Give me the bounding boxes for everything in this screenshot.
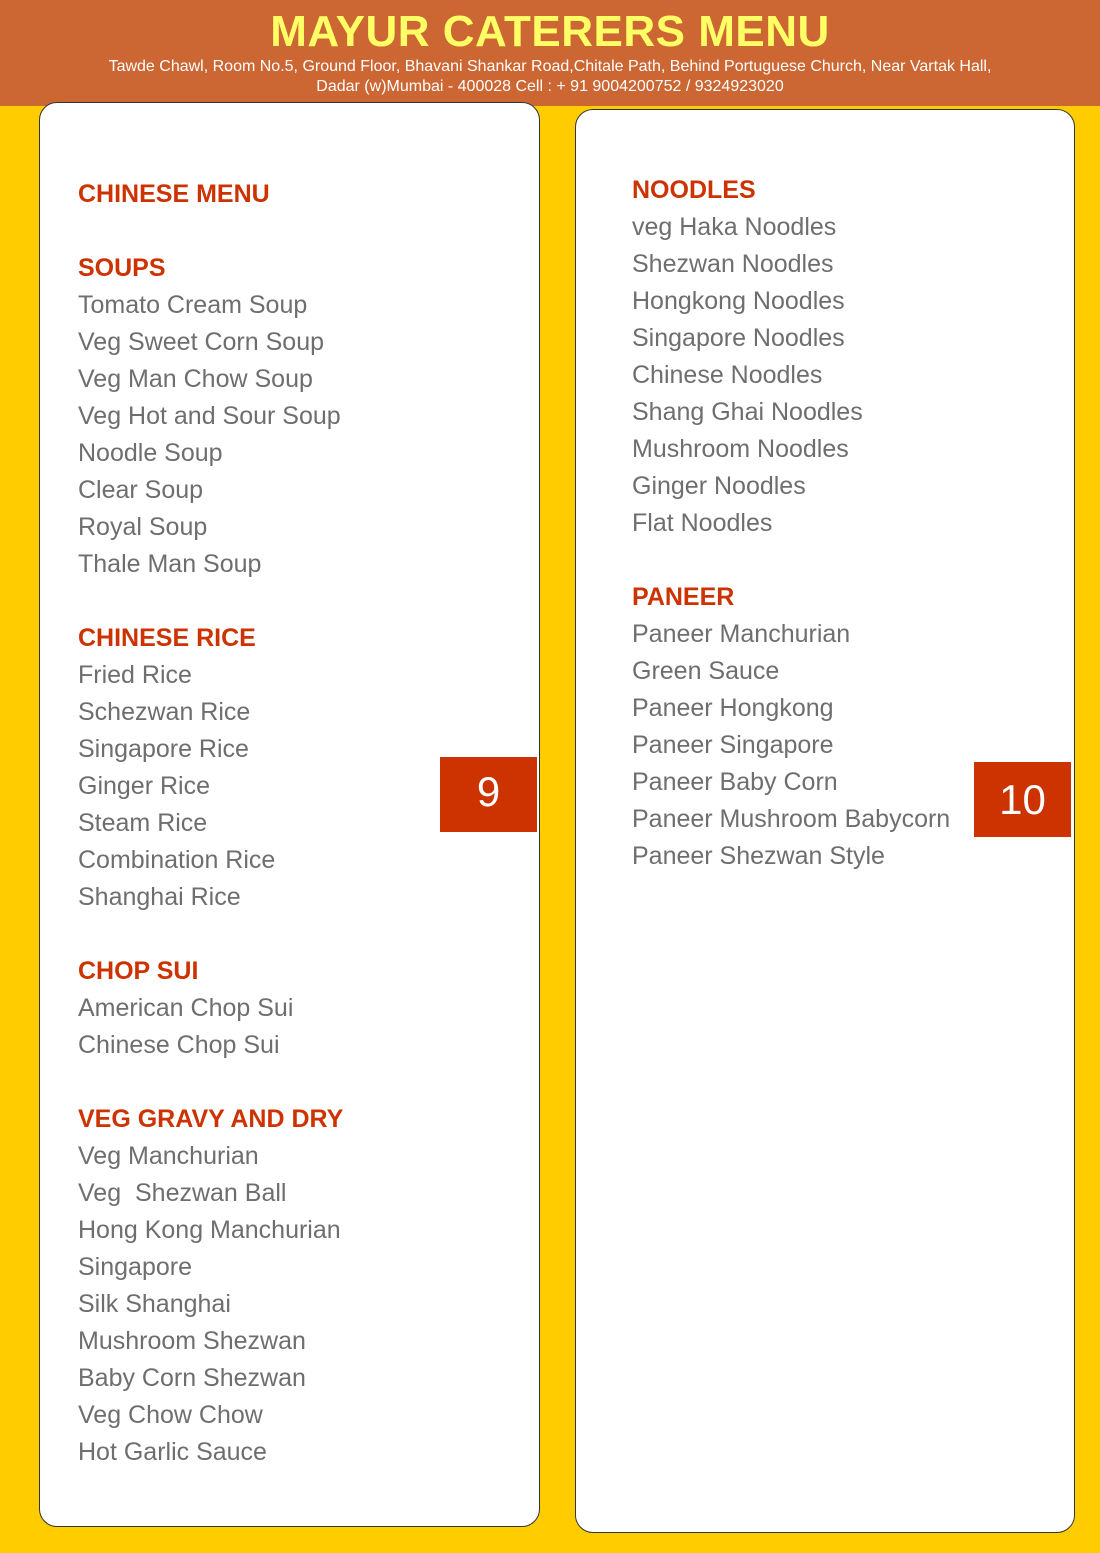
- menu-item: Veg Manchurian: [78, 1142, 259, 1170]
- menu-item: Paneer Singapore: [632, 731, 834, 759]
- menu-item: Hongkong Noodles: [632, 287, 845, 315]
- menu-item: Shang Ghai Noodles: [632, 398, 863, 426]
- address-line-2: Dadar (w)Mumbai - 400028 Cell : + 91 9004200752 / 9324923020: [316, 78, 784, 95]
- spacer: [78, 916, 343, 953]
- menu-item: Paneer Baby Corn: [632, 768, 838, 796]
- menu-item: Green Sauce: [632, 657, 780, 685]
- spacer: [632, 542, 950, 579]
- menu-item: Combination Rice: [78, 846, 276, 874]
- section-heading-veg-gravy-and-dry: VEG GRAVY AND DRY: [78, 1105, 344, 1133]
- address-block: [20, 57, 1080, 97]
- spacer: [78, 583, 343, 620]
- menu-item: Schezwan Rice: [78, 698, 251, 726]
- spacer: [78, 213, 343, 250]
- section-heading-paneer: PANEER: [632, 583, 735, 611]
- menu-item: Veg Chow Chow: [78, 1401, 263, 1429]
- page-number-badge: 9: [440, 757, 537, 832]
- menu-item: Mushroom Noodles: [632, 435, 849, 463]
- menu-item: Shezwan Noodles: [632, 250, 834, 278]
- menu-item: Steam Rice: [78, 809, 208, 837]
- menu-item: Veg Man Chow Soup: [78, 365, 313, 393]
- menu-title: CHINESE MENU: [78, 180, 270, 208]
- menu-item: Royal Soup: [78, 513, 208, 541]
- menu-item: Hot Garlic Sauce: [78, 1438, 267, 1466]
- menu-item: Singapore Noodles: [632, 324, 845, 352]
- page-title: MAYUR CATERERS MENU: [270, 7, 830, 56]
- menu-item: Singapore Rice: [78, 735, 249, 763]
- menu-item: Veg Sweet Corn Soup: [78, 328, 324, 356]
- menu-column-right: [632, 172, 950, 875]
- spacer: [78, 1064, 343, 1101]
- page-number-badge: 10: [974, 762, 1071, 837]
- menu-item: Chinese Noodles: [632, 361, 823, 389]
- menu-item: Baby Corn Shezwan: [78, 1364, 306, 1392]
- menu-item: Ginger Rice: [78, 772, 210, 800]
- menu-item: Paneer Shezwan Style: [632, 842, 885, 870]
- menu-item: Paneer Hongkong: [632, 694, 834, 722]
- menu-item: Clear Soup: [78, 476, 204, 504]
- section-heading-soups: SOUPS: [78, 254, 166, 282]
- menu-item: Mushroom Shezwan: [78, 1327, 306, 1355]
- menu-item: Singapore: [78, 1253, 192, 1281]
- menu-item: Paneer Mushroom Babycorn: [632, 805, 951, 833]
- menu-item: Chinese Chop Sui: [78, 1031, 280, 1059]
- menu-item: Paneer Manchurian: [632, 620, 851, 648]
- menu-item: Tomato Cream Soup: [78, 291, 308, 319]
- menu-item: Flat Noodles: [632, 509, 773, 537]
- section-heading-chinese-rice: CHINESE RICE: [78, 624, 256, 652]
- menu-item: Fried Rice: [78, 661, 192, 689]
- menu-item: Silk Shanghai: [78, 1290, 231, 1318]
- menu-item: Ginger Noodles: [632, 472, 806, 500]
- menu-item: Veg Shezwan Ball: [78, 1179, 287, 1207]
- menu-item: Veg Hot and Sour Soup: [78, 402, 341, 430]
- menu-item: Noodle Soup: [78, 439, 223, 467]
- menu-item: American Chop Sui: [78, 994, 294, 1022]
- section-heading-chop-sui: CHOP SUI: [78, 957, 199, 985]
- menu-item: Thale Man Soup: [78, 550, 262, 578]
- menu-item: veg Haka Noodles: [632, 213, 837, 241]
- menu-item: Hong Kong Manchurian: [78, 1216, 341, 1244]
- header-band: [0, 0, 1100, 106]
- section-heading-noodles: NOODLES: [632, 176, 756, 204]
- address-line-1: Tawde Chawl, Room No.5, Ground Floor, Bhavani Shankar Road,Chitale Path, Behind Portuguese Church, Near Vartak Hall,: [108, 58, 992, 75]
- menu-item: Shanghai Rice: [78, 883, 241, 911]
- menu-column-left: [78, 176, 343, 1471]
